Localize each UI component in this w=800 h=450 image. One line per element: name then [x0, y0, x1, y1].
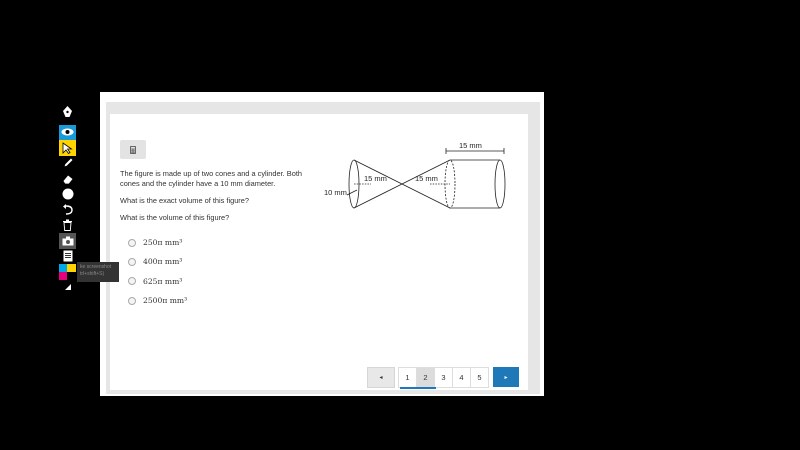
current-page-indicator — [400, 387, 436, 389]
right-cone-height-label: 15 mm — [415, 174, 438, 183]
delete-button[interactable] — [59, 218, 76, 234]
answer-option-label: 625π mm³ — [143, 276, 183, 286]
calculator-icon — [130, 146, 136, 154]
pointer-tool-button[interactable] — [59, 140, 76, 156]
tooltip-line-1: ke screenshot — [80, 264, 112, 270]
answer-options — [128, 233, 187, 310]
annotation-toolbar — [59, 105, 76, 290]
cones-cylinder-figure — [320, 138, 520, 248]
pen-tool-button[interactable] — [59, 105, 76, 121]
page-button-5[interactable]: 5 — [470, 367, 489, 388]
pencil-icon — [62, 157, 74, 169]
screenshot-button[interactable] — [59, 233, 76, 249]
answer-option-label: 400π mm³ — [143, 257, 183, 267]
left-cone-height-label: 15 mm — [364, 174, 387, 183]
cylinder-end — [495, 160, 505, 208]
view-tool-button[interactable] — [59, 125, 76, 141]
tooltip-line-2: trl+shift+S) — [80, 271, 105, 277]
answer-option-label: 2500π mm³ — [143, 296, 188, 306]
camera-icon — [62, 236, 74, 246]
diameter-label: 10 mm — [324, 188, 347, 197]
page-button-1[interactable]: 1 — [398, 367, 417, 388]
notes-button[interactable] — [59, 249, 76, 265]
document-icon — [63, 250, 73, 262]
undo-button[interactable] — [59, 202, 76, 218]
volume-prompt: What is the volume of this figure? — [120, 213, 230, 222]
screenshot-tooltip — [77, 262, 119, 282]
eraser-icon — [62, 173, 74, 185]
radio-button[interactable] — [128, 239, 136, 247]
color-palette — [59, 264, 76, 280]
exact-volume-prompt: What is the exact volume of this figure? — [120, 196, 249, 205]
cylinder-length-label: 15 mm — [459, 141, 482, 150]
answer-option-1[interactable] — [128, 233, 187, 252]
trash-icon — [62, 219, 73, 231]
pagination — [367, 367, 519, 387]
color-swatch-cyan[interactable] — [59, 264, 67, 272]
calculator-button[interactable] — [120, 140, 146, 159]
page-button-3[interactable]: 3 — [434, 367, 453, 388]
answer-option-4[interactable] — [128, 291, 187, 310]
pen-nib-icon — [62, 106, 73, 119]
question-text: The figure is made up of two cones and a cylinder. Both cones and the cylinder have a 10 mm diameter. — [120, 169, 302, 188]
answer-option-label: 250π mm³ — [143, 238, 183, 248]
question-card — [110, 114, 528, 390]
radio-button[interactable] — [128, 277, 136, 285]
radio-button[interactable] — [128, 258, 136, 266]
eye-icon — [61, 128, 74, 136]
color-swatch-magenta[interactable] — [59, 272, 67, 280]
toolbar-collapse[interactable] — [59, 280, 76, 290]
color-swatch-black[interactable] — [67, 272, 76, 280]
cursor-arrow-icon — [62, 142, 73, 154]
next-page-button[interactable]: ▸ — [493, 367, 519, 387]
collapse-arrow-icon — [65, 284, 71, 290]
page-button-2[interactable]: 2 — [416, 367, 435, 388]
color-swatch-yellow[interactable] — [67, 264, 76, 272]
answer-option-2[interactable] — [128, 252, 187, 271]
brush-size-button[interactable] — [59, 187, 76, 203]
brush-dot-icon — [62, 188, 74, 200]
undo-icon — [62, 204, 74, 216]
pencil-tool-button[interactable] — [59, 156, 76, 172]
answer-option-3[interactable] — [128, 272, 187, 291]
previous-page-button[interactable]: ◂ — [367, 367, 395, 388]
eraser-tool-button[interactable] — [59, 171, 76, 187]
radio-button[interactable] — [128, 297, 136, 305]
page-button-4[interactable]: 4 — [452, 367, 471, 388]
